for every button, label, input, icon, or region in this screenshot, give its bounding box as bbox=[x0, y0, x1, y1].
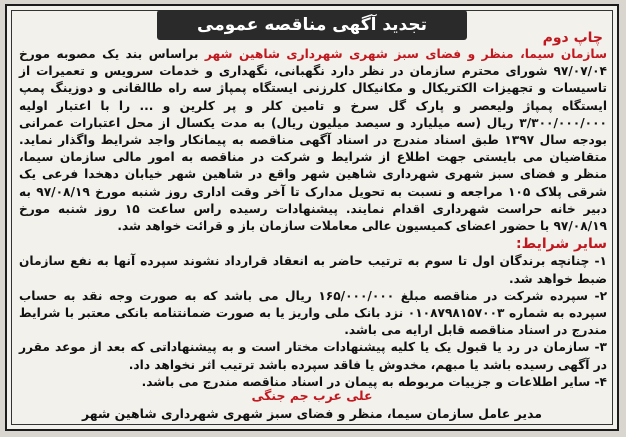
organization-name: سازمان سیما، منظر و فضای سبز شهری شهرداری شاهین شهر bbox=[204, 47, 607, 61]
signatory-name: علی عرب جم جنگی bbox=[251, 388, 373, 403]
conditions-title: سایر شرایط: bbox=[516, 236, 607, 253]
condition-item: ۴- سایر اطلاعات و جزییات مربوطه به پیمان در اسناد مناقصه مندرج می باشد. bbox=[141, 374, 607, 389]
notice-body bbox=[19, 46, 607, 391]
notice-paragraph: براساس بند یک مصوبه مورخ ۹۷/۰۷/۰۴ شورای محترم سازمان در نظر دارد نگهبانی، نگهداری و خدمات سرویس و تعمیرات از تاسیسات و تجهیزات الکتریکال و مکانیکال کلرزنی ایستگاه پمپاژ سه راه طالقانی و دوزینگ پمپ ایستگاه پمپاژ ولیعصر و پارک گل سرخ و تامین کلر و پر کلرین و ... را با اعتبار اولیه ۳/۳۰۰/۰۰۰/۰۰۰ ریال (سه میلیارد و سیصد میلیون ریال) به مدت یکسال از محل اعتبارات عمرانی بودجه سال ۱۳۹۷ طبق اسناد مندرج در اسناد آگهی مناقصه به پیمانکار واجد شرایط واگذار نماید. متقاضیان می بایستی جهت اطلاع از شرایط و شرکت در مناقصه به امور مالی سازمان سیما، منظر و فضای سبز شهری شهرداری شاهین شهر واقع در شاهین شهر خیابان دهخدا فرعی یک شرقی پلاک ۱۰۵ مراجعه و نسبت به تحویل مدارک تا آخر وقت اداری روز شنبه مورخ ۹۷/۰۸/۱۹ به دبیر خانه حراست شهرداری اقدام نمایند. پیشنهادات رسیده راس ساعت ۱۵ روز شنبه مورخ ۹۷/۰۸/۱۹ با حضور اعضای کمیسیون عالی معاملات سازمان باز و قرائت خواهد شد. bbox=[19, 47, 607, 234]
print-number-label: چاپ دوم bbox=[542, 30, 603, 46]
notice-frame bbox=[5, 4, 619, 431]
condition-item: ۲- سپرده شرکت در مناقصه مبلغ ۱۶۵/۰۰۰/۰۰۰ ریال می باشد که به صورت وجه نقد به حساب سپرده به شماره ۰۱۰۸۷۹۸۱۵۷۰۰۳ نزد بانک ملی واریز یا به صورت ضمانتنامه بانکی معتبر با شرایط مندرج در اسناد مناقصه قابل ارایه می باشد. bbox=[19, 288, 608, 338]
signatory-role: مدیر عامل سازمان سیما، منظر و فضای سبز شهری شهرداری شاهین شهر bbox=[81, 406, 543, 421]
signature-block bbox=[7, 387, 617, 423]
condition-item: ۳- سازمان در رد یا قبول یک یا کلیه پیشنهادات مختار است و به پیشنهاداتی که بعد از موعد مقرر در آگهی رسیده باشد یا مبهم، مخدوش یا فاقد سپرده باشد ترتیب اثر نخواهد داد. bbox=[19, 340, 607, 372]
condition-item: ۱- چنانچه برندگان اول تا سوم به ترتیب حاضر به انعقاد قرارداد نشوند سپرده آنها به نفع سازمان ضبط خواهد شد. bbox=[19, 254, 607, 286]
notice-title: تجدید آگهی مناقصه عمومی bbox=[157, 10, 467, 40]
